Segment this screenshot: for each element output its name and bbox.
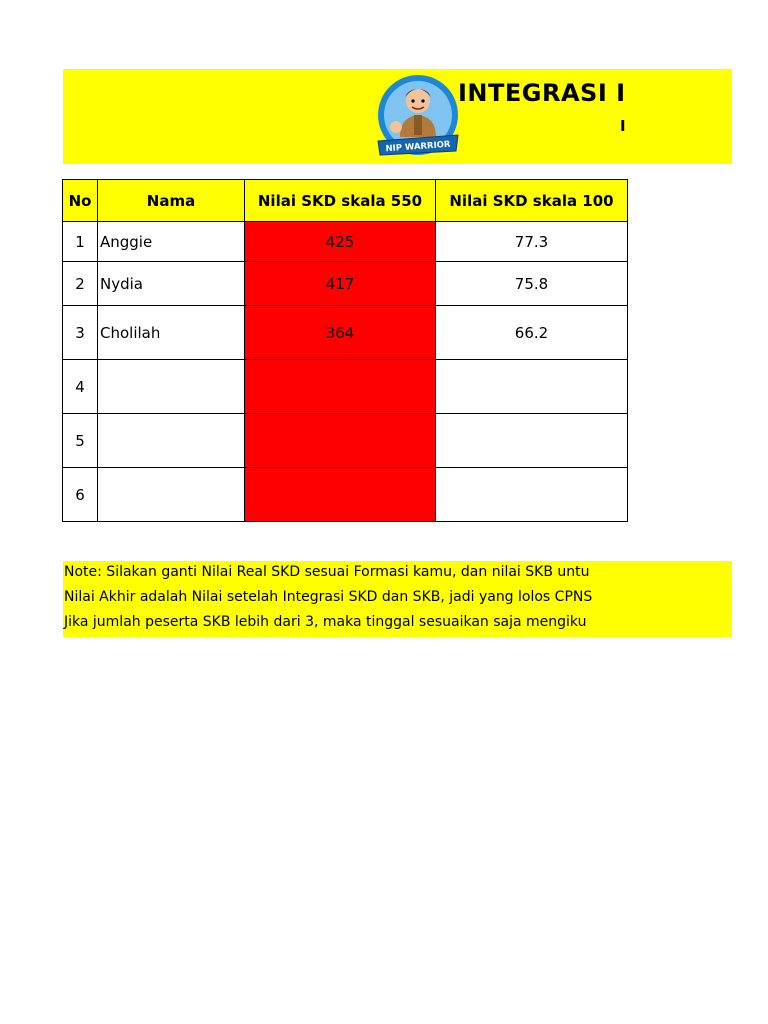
column-header-skd-550: Nilai SKD skala 550 — [245, 180, 436, 222]
table-row — [63, 468, 628, 522]
cell-skd-550[interactable] — [245, 360, 436, 414]
cell-skd-550[interactable]: 364 — [245, 306, 436, 360]
score-table — [62, 179, 628, 522]
cell-skd-100[interactable] — [436, 414, 628, 468]
cell-nama[interactable] — [98, 360, 245, 414]
banner-edge — [626, 69, 732, 164]
table-row — [63, 414, 628, 468]
cell-skd-100[interactable]: 77.3 — [436, 222, 628, 262]
note-line-1: Note: Silakan ganti Nilai Real SKD sesuai Formasi kamu, dan nilai SKB untu — [64, 564, 590, 580]
cell-skd-550[interactable]: 425 — [245, 222, 436, 262]
table-row — [63, 222, 628, 262]
page-subtitle: I — [620, 117, 626, 135]
nip-warrior-logo — [372, 71, 464, 163]
note-line-3: Jika jumlah peserta SKB lebih dari 3, maka tinggal sesuaikan saja mengiku — [64, 614, 587, 630]
cell-no[interactable]: 5 — [63, 414, 98, 468]
cell-skd-100[interactable] — [436, 468, 628, 522]
notes-edge — [626, 561, 732, 637]
cell-no[interactable]: 3 — [63, 306, 98, 360]
cell-nama[interactable]: Nydia — [98, 262, 245, 306]
cell-nama[interactable]: Anggie — [98, 222, 245, 262]
notes-box — [63, 561, 732, 637]
cell-no[interactable]: 4 — [63, 360, 98, 414]
column-header-no: No — [63, 180, 98, 222]
cell-skd-100[interactable]: 66.2 — [436, 306, 628, 360]
page-title: INTEGRASI I — [458, 79, 626, 107]
cell-no[interactable]: 2 — [63, 262, 98, 306]
cell-nama[interactable] — [98, 468, 245, 522]
logo-lettering: NIP WARRIOR — [385, 139, 451, 155]
column-header-skd-100: Nilai SKD skala 100 — [436, 180, 628, 222]
cell-skd-550[interactable] — [245, 468, 436, 522]
cell-no[interactable]: 6 — [63, 468, 98, 522]
cell-skd-100[interactable] — [436, 360, 628, 414]
cell-nama[interactable]: Cholilah — [98, 306, 245, 360]
cell-nama[interactable] — [98, 414, 245, 468]
table-row — [63, 306, 628, 360]
cell-skd-550[interactable] — [245, 414, 436, 468]
table-header-row — [63, 180, 628, 222]
table-row — [63, 262, 628, 306]
cell-skd-100[interactable]: 75.8 — [436, 262, 628, 306]
header-banner — [63, 69, 732, 164]
table-row — [63, 360, 628, 414]
note-line-2: Nilai Akhir adalah Nilai setelah Integrasi SKD dan SKB, jadi yang lolos CPNS — [64, 589, 593, 605]
cell-skd-550[interactable]: 417 — [245, 262, 436, 306]
column-header-nama: Nama — [98, 180, 245, 222]
cell-no[interactable]: 1 — [63, 222, 98, 262]
